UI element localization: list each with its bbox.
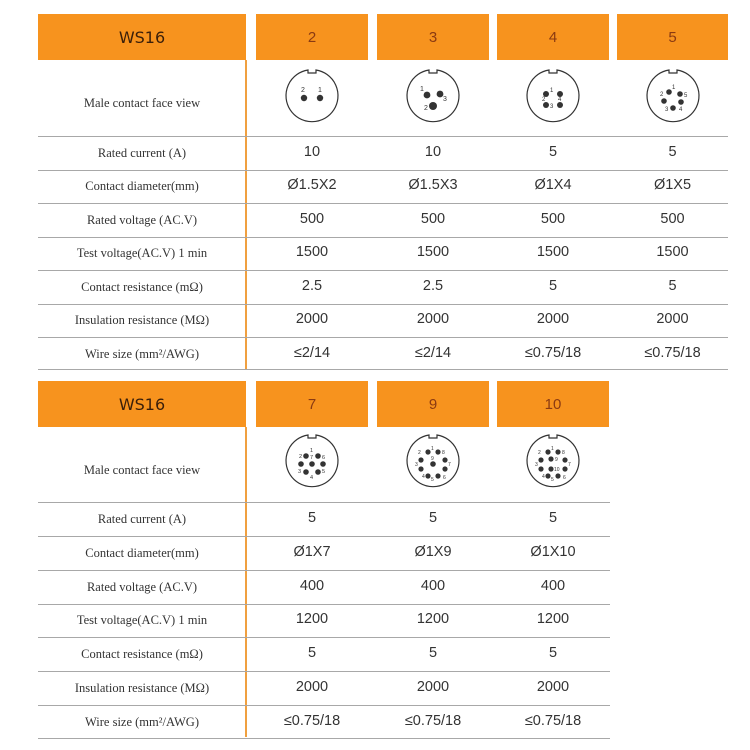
svg-text:7: 7 — [448, 462, 451, 468]
cell-value: 5 — [307, 645, 317, 661]
series-header: WS16 — [38, 381, 246, 427]
svg-text:2: 2 — [424, 105, 428, 112]
cell-value: 5 — [668, 144, 677, 160]
pin-count-header: 2 — [256, 14, 368, 60]
cell-value: 5 — [307, 510, 317, 526]
cell-value: Ø1X10 — [530, 544, 576, 560]
connector-face-2pin-icon — [282, 64, 342, 134]
cell-value: 1500 — [536, 244, 570, 260]
svg-text:1: 1 — [550, 88, 554, 94]
svg-text:7: 7 — [310, 455, 314, 461]
cell-value: 1200 — [295, 611, 329, 627]
connector-face-10pin-icon — [523, 429, 583, 501]
svg-text:1: 1 — [318, 87, 322, 94]
row-label: Contact diameter(mm) — [85, 179, 199, 193]
spec-table-2 — [38, 381, 610, 746]
svg-text:2: 2 — [301, 87, 305, 94]
row-label: Wire size (mm²/AWG) — [84, 347, 199, 361]
cell-value: 2.5 — [422, 278, 444, 294]
svg-text:8: 8 — [442, 450, 445, 456]
row-divider — [38, 604, 610, 605]
cell-value: Ø1X7 — [293, 544, 331, 560]
svg-text:9: 9 — [555, 457, 558, 463]
row-divider — [38, 738, 610, 739]
cell-value: 400 — [299, 578, 325, 594]
cell-value: 5 — [548, 645, 558, 661]
cell-value: 5 — [548, 278, 558, 294]
row-divider — [38, 536, 610, 537]
cell-value: 2000 — [416, 679, 450, 695]
cell-value: 500 — [540, 211, 566, 227]
svg-text:4: 4 — [679, 107, 683, 113]
row-label: Insulation resistance (MΩ) — [74, 681, 210, 695]
connector-face-4pin-icon — [523, 64, 583, 134]
cell-value: 5 — [428, 510, 438, 526]
svg-text:2: 2 — [542, 97, 546, 103]
svg-text:5: 5 — [431, 477, 434, 483]
cell-value: 400 — [540, 578, 566, 594]
cell-value: 2.5 — [301, 278, 323, 294]
row-label: Rated current (A) — [97, 512, 187, 526]
row-divider — [38, 570, 610, 571]
row-label: Contact diameter(mm) — [85, 546, 199, 560]
cell-value: 2000 — [416, 311, 450, 327]
cell-value: 1200 — [536, 611, 570, 627]
svg-text:4: 4 — [422, 474, 425, 480]
svg-text:2: 2 — [418, 450, 421, 456]
row-divider — [38, 705, 610, 706]
cell-value: ≤0.75/18 — [283, 713, 341, 729]
connector-face-7pin-icon — [282, 429, 342, 501]
pin-count-header: 7 — [256, 381, 368, 427]
pin-count-header: 3 — [377, 14, 489, 60]
cell-value: 2000 — [536, 679, 570, 695]
svg-text:3: 3 — [415, 462, 418, 468]
row-label: Contact resistance (mΩ) — [81, 280, 203, 294]
row-label: Male contact face view — [83, 96, 201, 110]
cell-value: Ø1X4 — [534, 177, 572, 193]
cell-value: Ø1.5X3 — [408, 177, 458, 193]
connector-face-3pin-icon — [403, 64, 463, 134]
cell-value: 2000 — [656, 311, 689, 327]
cell-value: ≤0.75/18 — [524, 345, 582, 361]
svg-text:5: 5 — [551, 477, 554, 483]
connector-face-9pin-icon — [403, 429, 463, 501]
svg-text:5: 5 — [684, 93, 688, 99]
row-divider — [38, 671, 610, 672]
row-label: Rated voltage (AC.V) — [86, 580, 198, 594]
cell-value: 1200 — [416, 611, 450, 627]
cell-value: Ø1.5X2 — [287, 177, 337, 193]
svg-text:3: 3 — [550, 104, 554, 110]
pin-count-header: 9 — [377, 381, 489, 427]
cell-value: ≤0.75/18 — [524, 713, 582, 729]
row-label: Contact resistance (mΩ) — [81, 647, 203, 661]
cell-value: ≤2/14 — [414, 345, 452, 361]
row-label: Wire size (mm²/AWG) — [84, 715, 199, 729]
svg-text:6: 6 — [443, 475, 446, 481]
row-divider — [38, 170, 728, 171]
row-divider — [38, 270, 728, 271]
cell-value: 2000 — [295, 311, 329, 327]
row-divider — [38, 637, 610, 638]
row-label: Rated current (A) — [97, 146, 187, 160]
svg-text:3: 3 — [535, 462, 538, 468]
svg-text:1: 1 — [310, 448, 314, 454]
row-label: Insulation resistance (MΩ) — [74, 313, 210, 327]
cell-value: 2000 — [536, 311, 570, 327]
cell-value: 500 — [299, 211, 325, 227]
cell-value: ≤0.75/18 — [404, 713, 462, 729]
svg-text:9: 9 — [431, 456, 434, 462]
cell-value: 2000 — [295, 679, 329, 695]
pin-count-header: 10 — [497, 381, 609, 427]
cell-value: 1500 — [656, 244, 689, 260]
svg-text:6: 6 — [322, 455, 326, 461]
cell-value: 10 — [303, 144, 321, 160]
svg-text:3: 3 — [298, 469, 302, 475]
svg-text:5: 5 — [322, 469, 326, 475]
svg-text:1: 1 — [672, 85, 676, 91]
cell-value: Ø1X5 — [653, 177, 692, 193]
cell-value: 1500 — [416, 244, 450, 260]
svg-text:2: 2 — [660, 92, 664, 98]
cell-value: 5 — [548, 510, 558, 526]
row-divider — [38, 237, 728, 238]
row-divider — [38, 337, 728, 338]
svg-text:3: 3 — [665, 107, 669, 113]
row-divider — [38, 304, 728, 305]
cell-value: ≤0.75/18 — [644, 345, 701, 361]
row-divider — [38, 502, 610, 503]
row-label: Test voltage(AC.V) 1 min — [76, 613, 208, 627]
row-label: Male contact face view — [83, 463, 201, 477]
pin-count-header: 4 — [497, 14, 609, 60]
svg-text:4: 4 — [558, 97, 562, 103]
row-label: Rated voltage (AC.V) — [86, 213, 198, 227]
row-divider — [38, 203, 728, 204]
series-header: WS16 — [38, 14, 246, 60]
cell-value: 400 — [420, 578, 446, 594]
cell-value: 5 — [428, 645, 438, 661]
svg-text:10: 10 — [554, 467, 560, 473]
cell-value: 5 — [548, 144, 558, 160]
cell-value: ≤2/14 — [293, 345, 331, 361]
cell-value: 500 — [660, 211, 685, 227]
cell-value: 1500 — [295, 244, 329, 260]
cell-value: 10 — [424, 144, 442, 160]
svg-text:4: 4 — [310, 475, 314, 481]
svg-text:1: 1 — [420, 86, 424, 93]
row-label: Test voltage(AC.V) 1 min — [76, 246, 208, 260]
svg-text:6: 6 — [563, 475, 566, 481]
row-divider — [38, 369, 728, 370]
cell-value: 5 — [668, 278, 677, 294]
spec-table-1 — [38, 14, 728, 374]
cell-value: Ø1X9 — [414, 544, 452, 560]
svg-text:1: 1 — [431, 446, 434, 452]
connector-face-5pin-icon — [643, 64, 703, 134]
svg-text:4: 4 — [542, 474, 545, 480]
pin-count-header: 5 — [617, 14, 728, 60]
svg-text:2: 2 — [299, 454, 303, 460]
svg-text:1: 1 — [551, 446, 554, 452]
cell-value: 500 — [420, 211, 446, 227]
svg-text:7: 7 — [568, 462, 571, 468]
svg-text:3: 3 — [443, 96, 447, 103]
svg-text:2: 2 — [538, 450, 541, 456]
svg-text:8: 8 — [562, 450, 565, 456]
row-divider — [38, 136, 728, 137]
